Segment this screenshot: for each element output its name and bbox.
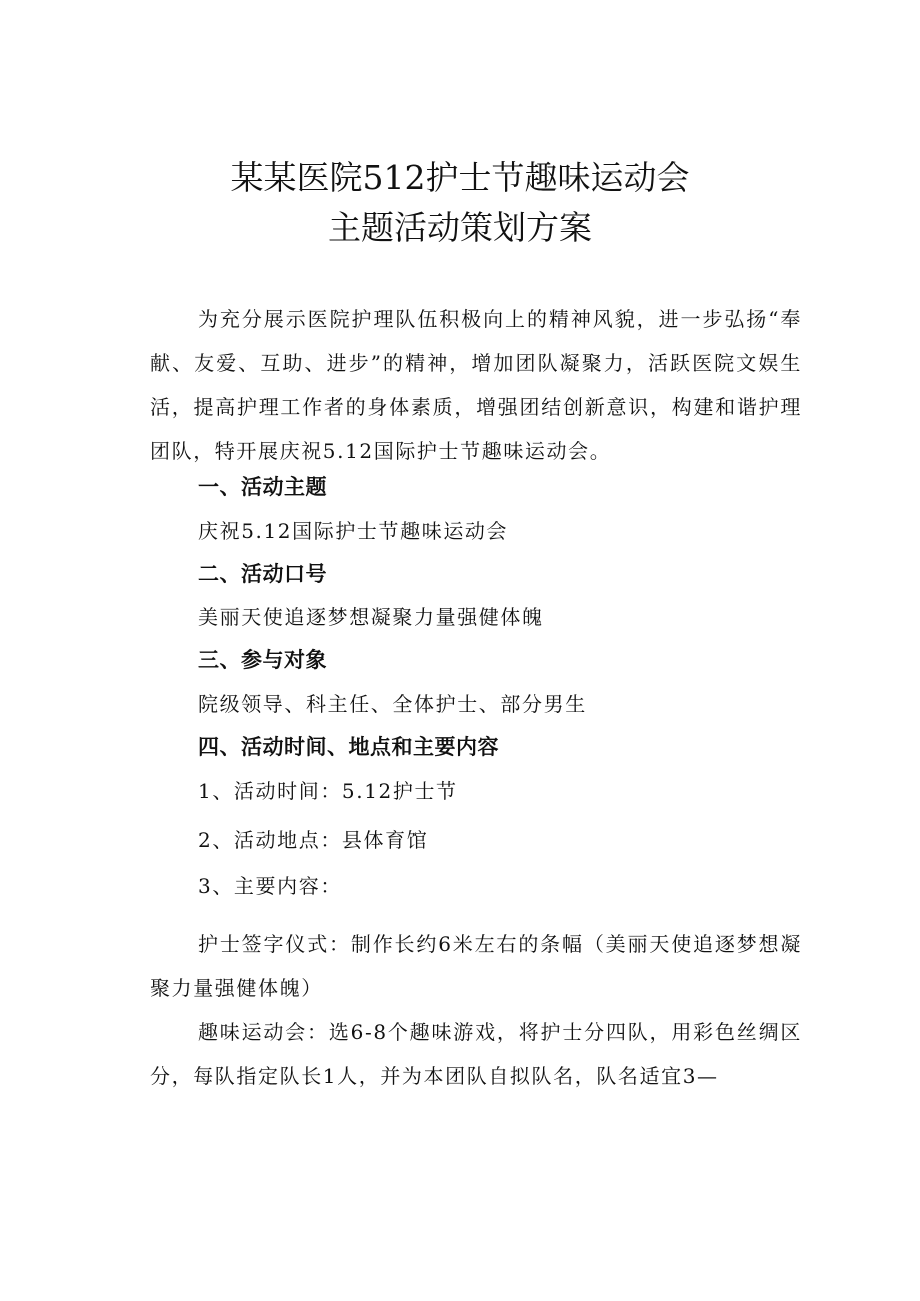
section-body-slogan: 美丽天使追逐梦想凝聚力量强健体魄 <box>198 605 544 629</box>
signing-ceremony-paragraph: 护士签字仪式：制作长约6米左右的条幅（美丽天使追逐梦想凝聚力量强健体魄） <box>150 932 802 1000</box>
list-item-place: 2、活动地点：县体育馆 <box>198 828 429 852</box>
list-item-time: 1、活动时间：5.12护士节 <box>198 779 458 803</box>
section-body-participants: 院级领导、科主任、全体护士、部分男生 <box>198 692 587 716</box>
section-heading-theme: 一、活动主题 <box>198 475 327 499</box>
section-heading-time-place: 四、活动时间、地点和主要内容 <box>198 735 499 759</box>
intro-paragraph: 为充分展示医院护理队伍积极向上的精神风貌，进一步弘扬“奉献、友爱、互助、进步”的精神，增加团队凝聚力，活跃医院文娱生活，提高护理工作者的身体素质，增强团结创新意识，构建和谐护理团队，特开展庆祝5.12国际护士节趣味运动会。 <box>150 307 802 463</box>
section-heading-participants: 三、参与对象 <box>198 648 327 672</box>
list-item-content: 3、主要内容： <box>198 874 342 898</box>
fun-games-paragraph: 趣味运动会：选6-8个趣味游戏，将护士分四队，用彩色丝绸区分，每队指定队长1人，并为本团队自拟队名，队名适宜3— <box>150 1020 802 1088</box>
section-body-theme: 庆祝5.12国际护士节趣味运动会 <box>198 519 509 543</box>
document-title-line-2: 主题活动策划方案 <box>328 208 592 247</box>
document-title-line-1: 某某医院512护士节趣味运动会 <box>230 158 690 197</box>
section-heading-slogan: 二、活动口号 <box>198 562 327 586</box>
